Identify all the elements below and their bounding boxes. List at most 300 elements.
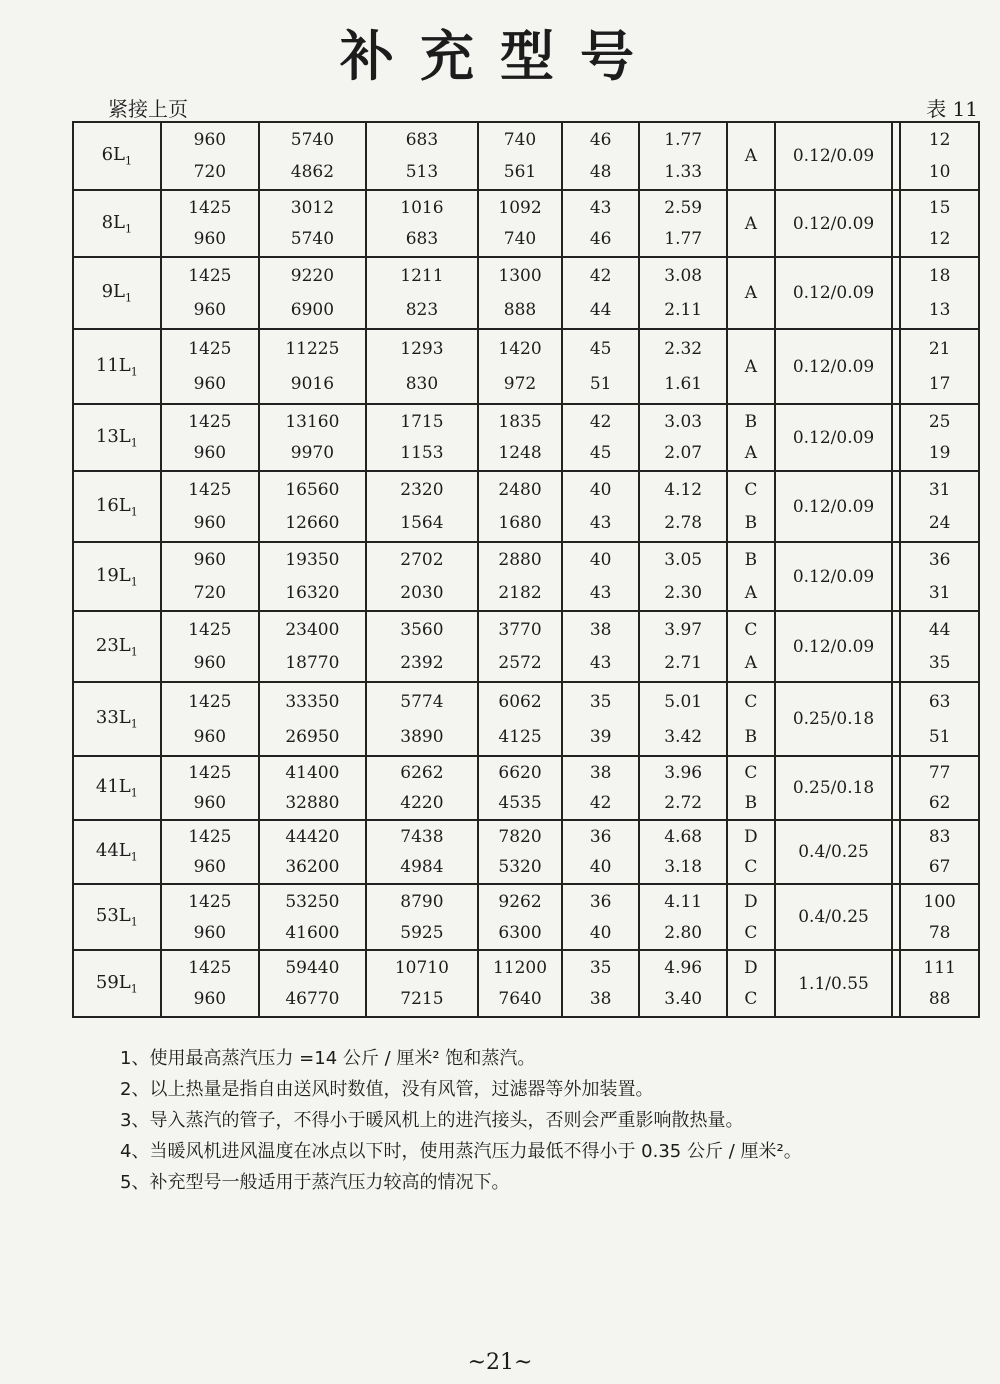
grade-value: B — [744, 550, 758, 571]
table-row — [73, 122, 979, 190]
resistance-cell — [639, 820, 727, 884]
table-number: 表 11 — [926, 97, 978, 121]
speed-value: 1425 — [188, 338, 232, 359]
temperature-value: 40 — [589, 857, 612, 877]
airflow-a-value: 3890 — [400, 726, 444, 747]
temperature-value: 43 — [589, 513, 612, 534]
pressure-cell — [775, 471, 893, 542]
model-name: 23L — [95, 634, 131, 656]
temperature-cell — [562, 820, 640, 884]
weight-value: 17 — [928, 374, 951, 395]
temperature-value: 45 — [589, 338, 612, 359]
airflow-b-value: 6620 — [498, 763, 542, 783]
grade-value: A — [744, 653, 757, 674]
grade-value: A — [744, 443, 757, 464]
model-name: 33L — [95, 707, 131, 729]
airflow-b-value: 9262 — [498, 891, 542, 912]
heat-value: 23400 — [285, 619, 340, 640]
temperature-value: 46 — [589, 229, 612, 250]
pressure-value: 0.25/0.18 — [792, 778, 875, 798]
weight-value: 19 — [928, 443, 951, 464]
speed-value: 1425 — [188, 479, 232, 500]
temperature-value: 36 — [589, 891, 612, 912]
model-cell — [73, 542, 161, 611]
weight-value: 51 — [928, 726, 951, 747]
model-cell — [73, 950, 161, 1017]
table-body — [73, 122, 979, 1017]
table-row — [73, 257, 979, 329]
weight-cell — [900, 404, 979, 471]
resistance-cell — [639, 682, 727, 756]
weight-value: 67 — [928, 857, 951, 877]
resistance-cell — [639, 542, 727, 611]
table-row — [73, 950, 979, 1017]
resistance-value: 2.30 — [664, 582, 703, 603]
weight-cell — [900, 122, 979, 190]
heat-value: 5740 — [290, 130, 335, 150]
airflow-a-value: 5925 — [400, 922, 444, 943]
resistance-value: 2.32 — [664, 338, 703, 359]
weight-cell — [900, 471, 979, 542]
weight-value: 36 — [928, 550, 951, 571]
grade-value: C — [744, 619, 758, 640]
airflow-b-value: 6062 — [498, 691, 542, 712]
model-cell — [73, 756, 161, 820]
airflow-a-value: 1715 — [400, 411, 444, 432]
airflow-a-cell — [366, 820, 478, 884]
grade-cell — [727, 682, 775, 756]
speed-cell — [161, 122, 260, 190]
resistance-cell — [639, 950, 727, 1017]
weight-cell — [900, 884, 979, 950]
airflow-b-cell — [478, 471, 562, 542]
airflow-b-cell — [478, 682, 562, 756]
airflow-b-value: 3770 — [498, 619, 542, 640]
temperature-value: 38 — [589, 619, 612, 640]
heat-cell — [259, 404, 366, 471]
grade-value: C — [744, 922, 758, 943]
heat-value: 3012 — [290, 197, 335, 218]
airflow-a-cell — [366, 190, 478, 257]
airflow-a-value: 5774 — [400, 691, 444, 712]
airflow-a-value: 7438 — [400, 827, 444, 847]
speed-cell — [161, 190, 260, 257]
column-gap — [892, 820, 900, 884]
temperature-value: 40 — [589, 922, 612, 943]
temperature-value: 43 — [589, 197, 612, 218]
model-subscript: 1 — [130, 915, 138, 929]
weight-cell — [900, 682, 979, 756]
resistance-value: 3.40 — [664, 989, 703, 1010]
page-number: ~21~ — [467, 1350, 533, 1375]
heat-value: 41600 — [285, 922, 340, 943]
resistance-value: 4.68 — [664, 827, 703, 847]
column-gap — [892, 404, 900, 471]
grade-value: C — [744, 857, 758, 877]
model-cell — [73, 190, 161, 257]
speed-value: 960 — [193, 374, 227, 395]
resistance-value: 3.03 — [664, 411, 703, 432]
airflow-b-value: 5320 — [498, 857, 542, 877]
temperature-cell — [562, 682, 640, 756]
heat-value: 44420 — [285, 827, 340, 847]
temperature-cell — [562, 611, 640, 682]
table-row — [73, 190, 979, 257]
airflow-b-value: 1420 — [498, 338, 542, 359]
airflow-b-cell — [478, 950, 562, 1017]
pressure-cell — [775, 190, 893, 257]
airflow-b-value: 1092 — [498, 197, 542, 218]
airflow-a-value: 1211 — [400, 266, 444, 286]
table-row — [73, 611, 979, 682]
speed-value: 1425 — [188, 827, 232, 847]
pressure-value: 0.12/0.09 — [792, 636, 875, 657]
airflow-b-value: 2182 — [498, 582, 542, 603]
temperature-value: 38 — [589, 989, 612, 1010]
column-gap — [892, 257, 900, 329]
model-name: 6L — [101, 144, 125, 166]
column-gap — [892, 884, 900, 950]
airflow-a-value: 1016 — [400, 197, 444, 218]
table-row — [73, 329, 979, 404]
airflow-a-cell — [366, 329, 478, 404]
airflow-a-value: 2320 — [400, 479, 444, 500]
airflow-b-value: 7640 — [498, 989, 542, 1010]
airflow-a-cell — [366, 404, 478, 471]
model-cell — [73, 404, 161, 471]
grade-value: A — [744, 356, 757, 377]
airflow-a-value: 830 — [405, 374, 439, 395]
model-subscript: 1 — [130, 850, 138, 864]
column-gap — [892, 542, 900, 611]
airflow-a-value: 10710 — [394, 957, 449, 978]
weight-value: 18 — [928, 266, 951, 286]
weight-cell — [900, 756, 979, 820]
model-subscript: 1 — [130, 982, 138, 996]
grade-cell — [727, 884, 775, 950]
pressure-cell — [775, 682, 893, 756]
temperature-value: 42 — [589, 411, 612, 432]
airflow-a-value: 2030 — [400, 582, 444, 603]
heat-cell — [259, 611, 366, 682]
airflow-a-value: 6262 — [400, 763, 444, 783]
heat-value: 9016 — [290, 374, 335, 395]
weight-value: 24 — [928, 513, 951, 534]
temperature-value: 51 — [589, 374, 612, 395]
weight-value: 88 — [928, 989, 951, 1010]
pressure-cell — [775, 329, 893, 404]
pressure-value: 0.12/0.09 — [792, 146, 875, 166]
pressure-value: 0.12/0.09 — [792, 356, 875, 377]
note-item: 2、以上热量是指自由送风时数值，没有风管，过滤器等外加装置。 — [120, 1079, 654, 1100]
temperature-cell — [562, 257, 640, 329]
pressure-value: 0.12/0.09 — [792, 566, 875, 587]
pressure-cell — [775, 756, 893, 820]
resistance-value: 2.71 — [664, 653, 703, 674]
airflow-b-value: 11200 — [492, 957, 548, 978]
resistance-cell — [639, 404, 727, 471]
speed-value: 960 — [193, 550, 227, 571]
temperature-value: 48 — [589, 162, 612, 182]
model-cell — [73, 884, 161, 950]
heat-cell — [259, 682, 366, 756]
weight-cell — [900, 329, 979, 404]
grade-value: D — [744, 827, 758, 847]
weight-value: 77 — [928, 763, 951, 783]
heat-cell — [259, 122, 366, 190]
temperature-value: 35 — [589, 957, 612, 978]
weight-cell — [900, 611, 979, 682]
heat-value: 4862 — [290, 162, 335, 182]
speed-cell — [161, 404, 260, 471]
resistance-cell — [639, 122, 727, 190]
resistance-value: 2.72 — [664, 793, 703, 813]
airflow-b-value: 1835 — [498, 411, 542, 432]
temperature-value: 43 — [589, 653, 612, 674]
page-title: 补充型号 — [340, 25, 660, 88]
resistance-cell — [639, 190, 727, 257]
grade-cell — [727, 190, 775, 257]
resistance-cell — [639, 329, 727, 404]
speed-value: 1425 — [188, 763, 232, 783]
weight-value: 35 — [928, 653, 951, 674]
airflow-a-cell — [366, 682, 478, 756]
heat-value: 12660 — [285, 513, 340, 534]
resistance-value: 3.05 — [664, 550, 703, 571]
grade-value: D — [744, 957, 758, 978]
heat-value: 13160 — [285, 411, 340, 432]
model-subscript: 1 — [125, 291, 132, 305]
speed-cell — [161, 257, 260, 329]
temperature-cell — [562, 329, 640, 404]
airflow-b-value: 888 — [503, 300, 537, 320]
pressure-value: 0.12/0.09 — [792, 427, 875, 448]
airflow-b-value: 972 — [503, 374, 537, 395]
resistance-value: 2.11 — [664, 300, 703, 320]
table-row — [73, 471, 979, 542]
grade-value: C — [744, 763, 758, 783]
grade-cell — [727, 542, 775, 611]
model-name: 19L — [95, 564, 131, 586]
airflow-a-value: 7215 — [400, 989, 444, 1010]
temperature-cell — [562, 542, 640, 611]
speed-value: 720 — [193, 582, 227, 603]
heat-cell — [259, 257, 366, 329]
speed-value: 1425 — [188, 891, 232, 912]
airflow-b-value: 2480 — [498, 479, 542, 500]
weight-value: 62 — [928, 793, 951, 813]
model-name: 44L — [95, 840, 131, 862]
heat-value: 33350 — [285, 691, 340, 712]
grade-cell — [727, 257, 775, 329]
heat-value: 9220 — [290, 266, 335, 286]
model-subscript: 1 — [130, 717, 138, 731]
weight-value: 83 — [928, 827, 951, 847]
speed-value: 960 — [193, 989, 227, 1010]
model-name: 8L — [101, 211, 125, 233]
grade-cell — [727, 404, 775, 471]
pressure-cell — [775, 257, 893, 329]
airflow-a-value: 1564 — [400, 513, 444, 534]
heat-value: 16560 — [285, 479, 340, 500]
heat-cell — [259, 542, 366, 611]
temperature-value: 46 — [589, 130, 612, 150]
airflow-a-value: 823 — [405, 300, 439, 320]
speed-value: 960 — [193, 443, 227, 464]
speed-cell — [161, 611, 260, 682]
airflow-b-cell — [478, 122, 562, 190]
resistance-value: 4.96 — [664, 957, 703, 978]
temperature-cell — [562, 404, 640, 471]
weight-value: 10 — [928, 162, 951, 182]
airflow-a-value: 1293 — [400, 338, 444, 359]
speed-value: 1425 — [188, 691, 232, 712]
resistance-value: 3.96 — [664, 763, 703, 783]
weight-value: 21 — [928, 338, 951, 359]
pressure-value: 0.25/0.18 — [792, 709, 875, 729]
speed-cell — [161, 950, 260, 1017]
airflow-a-cell — [366, 950, 478, 1017]
model-cell — [73, 329, 161, 404]
weight-cell — [900, 950, 979, 1017]
note-item: 3、导入蒸汽的管子，不得小于暖风机上的进汽接头，否则会严重影响散热量。 — [120, 1110, 744, 1131]
speed-value: 960 — [193, 229, 227, 250]
grade-value: B — [744, 411, 758, 432]
notes-block — [120, 1043, 980, 1198]
airflow-a-cell — [366, 884, 478, 950]
airflow-b-cell — [478, 257, 562, 329]
model-cell — [73, 682, 161, 756]
weight-value: 12 — [928, 130, 951, 150]
grade-value: B — [744, 793, 758, 813]
resistance-value: 2.07 — [664, 443, 703, 464]
pressure-value: 0.12/0.09 — [792, 496, 875, 517]
airflow-b-value: 740 — [503, 130, 537, 150]
weight-value: 25 — [928, 411, 951, 432]
airflow-a-value: 8790 — [400, 891, 444, 912]
weight-cell — [900, 257, 979, 329]
airflow-b-value: 4125 — [498, 726, 542, 747]
heat-value: 11225 — [285, 338, 340, 359]
model-subscript: 1 — [125, 222, 132, 236]
column-gap — [892, 329, 900, 404]
grade-cell — [727, 122, 775, 190]
heat-value: 16320 — [285, 582, 340, 603]
column-gap — [892, 682, 900, 756]
grade-value: A — [744, 582, 757, 603]
pressure-value: 1.1/0.55 — [798, 973, 869, 994]
pressure-cell — [775, 950, 893, 1017]
airflow-b-value: 4535 — [498, 793, 542, 813]
model-cell — [73, 471, 161, 542]
heat-value: 41400 — [285, 763, 340, 783]
heat-value: 26950 — [285, 726, 340, 747]
note-item: 1、使用最高蒸汽压力 =14 公斤 / 厘米² 饱和蒸汽。 — [120, 1048, 536, 1069]
temperature-cell — [562, 471, 640, 542]
weight-cell — [900, 542, 979, 611]
model-name: 11L — [95, 354, 131, 376]
grade-cell — [727, 820, 775, 884]
airflow-a-cell — [366, 756, 478, 820]
speed-cell — [161, 820, 260, 884]
speed-value: 960 — [193, 653, 227, 674]
weight-value: 13 — [928, 300, 951, 320]
model-subscript: 1 — [130, 786, 138, 800]
weight-value: 12 — [928, 229, 951, 250]
temperature-value: 39 — [589, 726, 612, 747]
pressure-cell — [775, 884, 893, 950]
model-subscript: 1 — [130, 575, 138, 589]
grade-cell — [727, 471, 775, 542]
table-row — [73, 884, 979, 950]
airflow-a-cell — [366, 611, 478, 682]
airflow-a-cell — [366, 471, 478, 542]
airflow-b-value: 7820 — [498, 827, 542, 847]
speed-cell — [161, 471, 260, 542]
resistance-value: 3.18 — [664, 857, 703, 877]
speed-value: 960 — [193, 857, 227, 877]
airflow-a-value: 1153 — [400, 443, 444, 464]
weight-cell — [900, 190, 979, 257]
heat-value: 19350 — [285, 550, 340, 571]
weight-value: 15 — [928, 197, 951, 218]
model-subscript: 1 — [130, 365, 138, 379]
speed-value: 1425 — [188, 957, 232, 978]
model-name: 41L — [95, 776, 131, 798]
resistance-value: 1.77 — [664, 229, 703, 250]
model-name: 13L — [95, 425, 131, 447]
heat-cell — [259, 756, 366, 820]
heat-value: 46770 — [285, 989, 340, 1010]
airflow-b-cell — [478, 329, 562, 404]
heat-value: 9970 — [290, 443, 335, 464]
resistance-value: 1.77 — [664, 130, 703, 150]
resistance-cell — [639, 257, 727, 329]
resistance-value: 3.08 — [664, 266, 703, 286]
speed-value: 1425 — [188, 411, 232, 432]
temperature-cell — [562, 122, 640, 190]
grade-value: A — [744, 283, 757, 303]
speed-cell — [161, 756, 260, 820]
weight-value: 78 — [928, 922, 951, 943]
temperature-cell — [562, 884, 640, 950]
airflow-b-cell — [478, 756, 562, 820]
heat-cell — [259, 190, 366, 257]
grade-value: A — [744, 146, 757, 166]
pressure-cell — [775, 542, 893, 611]
airflow-a-cell — [366, 122, 478, 190]
resistance-cell — [639, 756, 727, 820]
note-item: 4、当暖风机进风温度在冰点以下时，使用蒸汽压力最低不得小于 0.35 公斤 / 厘米²。 — [120, 1141, 802, 1162]
resistance-value: 2.78 — [664, 513, 703, 534]
airflow-b-cell — [478, 611, 562, 682]
airflow-b-cell — [478, 820, 562, 884]
column-gap — [892, 611, 900, 682]
speed-cell — [161, 884, 260, 950]
temperature-value: 44 — [589, 300, 612, 320]
heat-cell — [259, 329, 366, 404]
resistance-value: 4.12 — [664, 479, 703, 500]
airflow-a-value: 4984 — [400, 857, 444, 877]
column-gap — [892, 756, 900, 820]
weight-value: 100 — [923, 891, 956, 912]
airflow-b-value: 561 — [503, 162, 537, 182]
airflow-b-value: 740 — [503, 229, 537, 250]
temperature-value: 40 — [589, 479, 612, 500]
heat-cell — [259, 820, 366, 884]
airflow-b-value: 1300 — [498, 266, 542, 286]
model-subscript: 1 — [130, 436, 138, 450]
